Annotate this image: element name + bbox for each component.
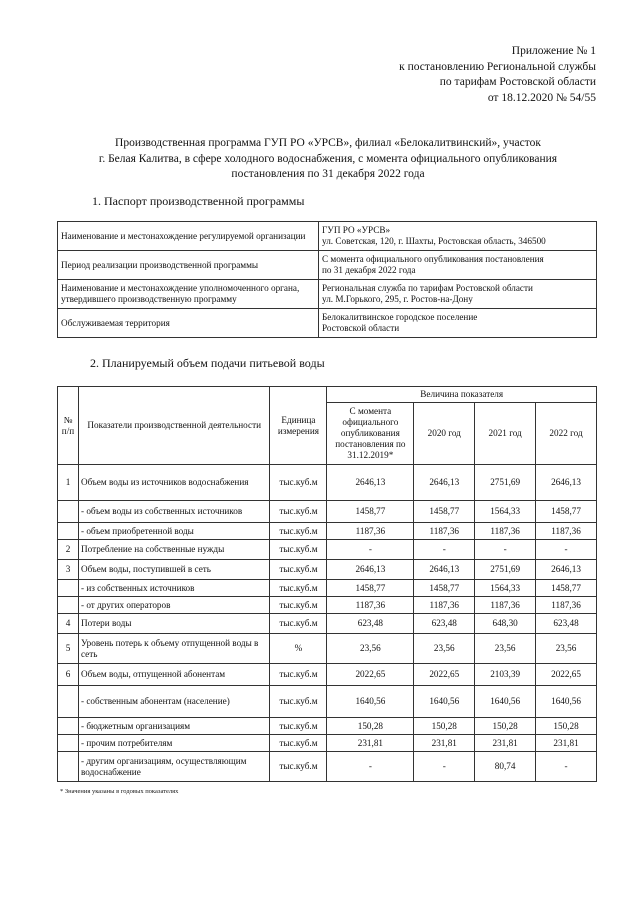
passport-value: [319, 222, 597, 251]
row-value-start: 2646,13: [327, 560, 414, 580]
row-num: [58, 523, 79, 540]
row-value-start: 623,48: [327, 614, 414, 634]
row-value-2022: 231,81: [536, 735, 597, 752]
row-num: 1: [58, 465, 79, 501]
row-value-start: 1187,36: [327, 523, 414, 540]
passport-value-line: по 31 декабря 2022 года: [322, 265, 416, 275]
row-unit: тыс.куб.м: [270, 718, 327, 735]
row-value-2021: 1187,36: [475, 523, 536, 540]
passport-value-line: Региональная служба по тарифам Ростовской области: [322, 283, 533, 293]
row-value-2022: 623,48: [536, 614, 597, 634]
row-value-start: 2646,13: [327, 465, 414, 501]
row-indicator: Потребление на собственные нужды: [78, 540, 270, 560]
row-value-2022: -: [536, 540, 597, 560]
row-num: [58, 718, 79, 735]
row-value-start: -: [327, 540, 414, 560]
row-unit: тыс.куб.м: [270, 614, 327, 634]
row-value-2021: 2751,69: [475, 560, 536, 580]
passport-value: [319, 251, 597, 280]
row-value-2020: 23,56: [414, 634, 475, 664]
header-col-2022: 2022 год: [536, 403, 597, 465]
passport-row: [58, 222, 597, 251]
table-row: [58, 465, 597, 501]
row-value-2021: 150,28: [475, 718, 536, 735]
volume-table: [57, 386, 597, 782]
row-value-2022: -: [536, 752, 597, 782]
table-row: [58, 597, 597, 614]
row-value-2021: 648,30: [475, 614, 536, 634]
row-value-2021: -: [475, 540, 536, 560]
header-num: № п/п: [58, 387, 79, 465]
row-indicator: - прочим потребителям: [78, 735, 270, 752]
row-unit: тыс.куб.м: [270, 664, 327, 686]
row-value-2021: 1564,33: [475, 501, 536, 523]
table-row: [58, 560, 597, 580]
row-value-start: 23,56: [327, 634, 414, 664]
row-value-start: 1458,77: [327, 580, 414, 597]
row-value-2022: 1640,56: [536, 686, 597, 718]
row-value-2022: 1458,77: [536, 501, 597, 523]
row-num: [58, 735, 79, 752]
row-value-2020: 1187,36: [414, 523, 475, 540]
passport-value: [319, 309, 597, 338]
row-unit: тыс.куб.м: [270, 686, 327, 718]
row-value-start: 1458,77: [327, 501, 414, 523]
row-value-2021: 80,74: [475, 752, 536, 782]
row-indicator: Объем воды, отпущенной абонентам: [78, 664, 270, 686]
header-value-group: Величина показателя: [327, 387, 597, 403]
table-row: [58, 540, 597, 560]
appendix-line: Приложение № 1: [511, 45, 596, 57]
passport-label: Обслуживаемая территория: [58, 309, 319, 338]
row-value-2022: 2646,13: [536, 465, 597, 501]
row-unit: тыс.куб.м: [270, 735, 327, 752]
row-value-2021: 1564,33: [475, 580, 536, 597]
row-value-2020: 623,48: [414, 614, 475, 634]
row-value-2020: 2646,13: [414, 560, 475, 580]
row-value-start: 1187,36: [327, 597, 414, 614]
row-value-2020: 1458,77: [414, 580, 475, 597]
row-value-2021: 23,56: [475, 634, 536, 664]
header-col-2020: 2020 год: [414, 403, 475, 465]
row-value-2020: 2022,65: [414, 664, 475, 686]
header-indicator: Показатели производственной деятельности: [78, 387, 270, 465]
passport-row: [58, 280, 597, 309]
row-num: 4: [58, 614, 79, 634]
table-header-row: [58, 387, 597, 403]
row-num: [58, 501, 79, 523]
row-indicator: Уровень потерь к объему отпущенной воды в сеть: [78, 634, 270, 664]
row-unit: тыс.куб.м: [270, 597, 327, 614]
table-row: [58, 718, 597, 735]
row-value-2020: 231,81: [414, 735, 475, 752]
row-value-2021: 231,81: [475, 735, 536, 752]
row-value-2021: 1187,36: [475, 597, 536, 614]
row-value-2020: -: [414, 752, 475, 782]
passport-row: [58, 251, 597, 280]
appendix-line: от 18.12.2020 № 54/55: [487, 91, 596, 104]
section-heading-volume: 2. Планируемый объем подачи питьевой воды: [90, 356, 325, 370]
row-value-2020: 2646,13: [414, 465, 475, 501]
row-num: [58, 686, 79, 718]
row-unit: тыс.куб.м: [270, 580, 327, 597]
row-indicator: Объем воды, поступившей в сеть: [78, 560, 270, 580]
row-value-2022: 1187,36: [536, 523, 597, 540]
row-value-start: -: [327, 752, 414, 782]
row-value-2022: 1187,36: [536, 597, 597, 614]
row-value-start: 1640,56: [327, 686, 414, 718]
row-unit: тыс.куб.м: [270, 523, 327, 540]
passport-row: [58, 309, 597, 338]
title-line: г. Белая Калитва, в сфере холодного водоснабжения, с момента официального опубликования: [98, 152, 558, 165]
passport-value: [319, 280, 597, 309]
row-unit: тыс.куб.м: [270, 465, 327, 501]
document-title: [58, 136, 598, 183]
row-num: 6: [58, 664, 79, 686]
row-value-2021: 1640,56: [475, 686, 536, 718]
row-value-2022: 2022,65: [536, 664, 597, 686]
table-row: [58, 634, 597, 664]
passport-label: Период реализации производственной программы: [58, 251, 319, 280]
row-indicator: - другим организациям, осуществляющим водоснабжение: [78, 752, 270, 782]
header-col-start: С момента официального опубликования постановления по 31.12.2019*: [327, 403, 414, 465]
row-unit: тыс.куб.м: [270, 560, 327, 580]
row-indicator: Объем воды из источников водоснабжения: [78, 465, 270, 501]
row-value-start: 2022,65: [327, 664, 414, 686]
row-value-2022: 2646,13: [536, 560, 597, 580]
row-indicator: - объем воды из собственных источников: [78, 501, 270, 523]
row-value-2020: 1458,77: [414, 501, 475, 523]
passport-value-line: Белокалитвинское городское поселение: [322, 312, 478, 322]
row-value-2022: 1458,77: [536, 580, 597, 597]
row-value-2021: 2751,69: [475, 465, 536, 501]
appendix-header: [296, 44, 596, 106]
footnote: * Значения указаны в годовых показателях: [60, 788, 179, 795]
passport-value-line: С момента официального опубликования постановления: [322, 254, 544, 264]
row-value-2020: -: [414, 540, 475, 560]
table-row: [58, 580, 597, 597]
row-unit: %: [270, 634, 327, 664]
title-line: постановления по 31 декабря 2022 года: [231, 168, 425, 180]
row-num: 3: [58, 560, 79, 580]
passport-table: [57, 221, 597, 338]
row-indicator: - объем приобретенной воды: [78, 523, 270, 540]
table-row: [58, 614, 597, 634]
row-indicator: - бюджетным организациям: [78, 718, 270, 735]
row-value-2022: 23,56: [536, 634, 597, 664]
passport-value-line: ГУП РО «УРСВ»: [322, 225, 391, 235]
table-row: [58, 501, 597, 523]
row-value-2020: 1187,36: [414, 597, 475, 614]
section-heading-passport: 1. Паспорт производственной программы: [92, 194, 305, 208]
volume-table-body: [58, 465, 597, 782]
row-value-2022: 150,28: [536, 718, 597, 735]
row-unit: тыс.куб.м: [270, 540, 327, 560]
row-value-start: 231,81: [327, 735, 414, 752]
row-value-2020: 150,28: [414, 718, 475, 735]
title-line: Производственная программа ГУП РО «УРСВ», филиал «Белокалитвинский», участок: [115, 137, 541, 149]
row-value-2021: 2103,39: [475, 664, 536, 686]
row-indicator: Потери воды: [78, 614, 270, 634]
row-num: [58, 752, 79, 782]
appendix-line: по тарифам Ростовской области: [439, 76, 596, 88]
table-row: [58, 664, 597, 686]
passport-value-line: ул. М.Горького, 295, г. Ростов-на-Дону: [322, 294, 473, 304]
row-num: 2: [58, 540, 79, 560]
row-indicator: - из собственных источников: [78, 580, 270, 597]
header-col-2021: 2021 год: [475, 403, 536, 465]
passport-value-line: Ростовской области: [322, 323, 400, 333]
header-unit: Единица измерения: [270, 387, 327, 465]
table-row: [58, 752, 597, 782]
passport-label: Наименование и местонахождение уполномоченного органа, утвердившего производственную программу: [58, 280, 319, 309]
row-num: 5: [58, 634, 79, 664]
row-num: [58, 580, 79, 597]
row-unit: тыс.куб.м: [270, 752, 327, 782]
row-num: [58, 597, 79, 614]
row-indicator: - собственным абонентам (население): [78, 686, 270, 718]
passport-value-line: ул. Советская, 120, г. Шахты, Ростовская область, 346500: [322, 236, 546, 246]
row-indicator: - от других операторов: [78, 597, 270, 614]
table-row: [58, 686, 597, 718]
table-row: [58, 735, 597, 752]
passport-label: Наименование и местонахождение регулируемой организации: [58, 222, 319, 251]
row-unit: тыс.куб.м: [270, 501, 327, 523]
table-row: [58, 523, 597, 540]
appendix-line: к постановлению Региональной службы: [399, 60, 596, 73]
row-value-2020: 1640,56: [414, 686, 475, 718]
row-value-start: 150,28: [327, 718, 414, 735]
